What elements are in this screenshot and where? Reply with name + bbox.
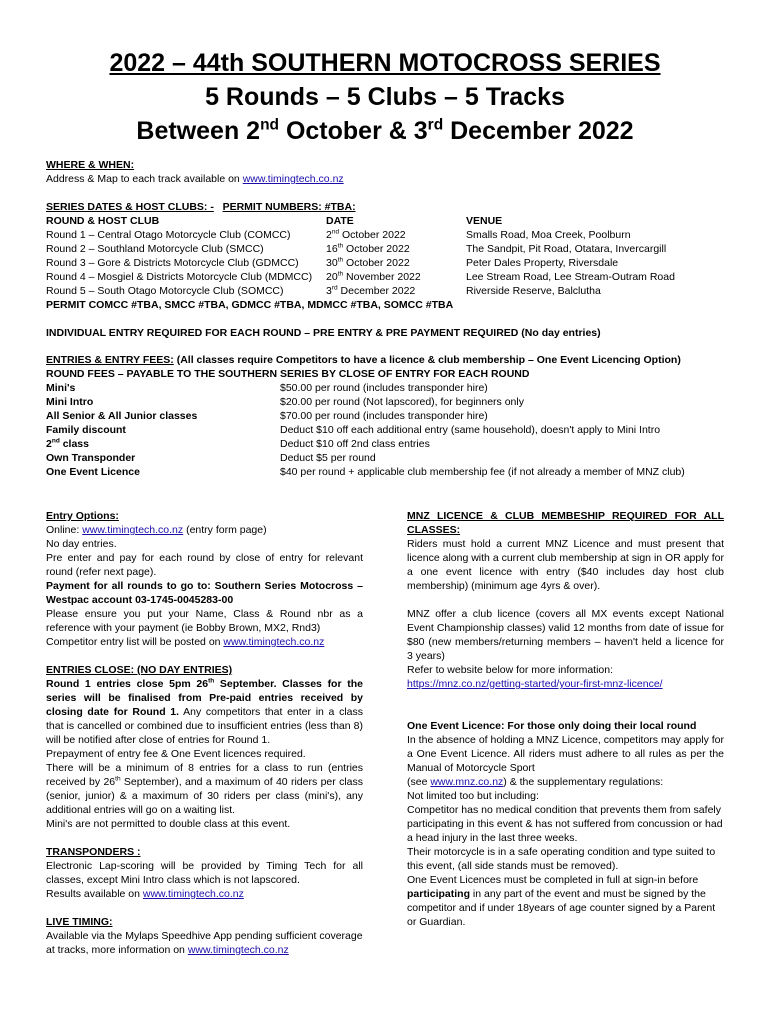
- fee-value: $20.00 per round (Not lapscored), for beginners only: [280, 396, 524, 408]
- fee-value: Deduct $5 per round: [280, 452, 376, 464]
- fees-subheading: ROUND FEES – PAYABLE TO THE SOUTHERN SERIES BY CLOSE OF ENTRY FOR EACH ROUND: [46, 368, 530, 380]
- mnz-link[interactable]: www.mnz.co.nz: [430, 776, 504, 788]
- series-dates-title: Between 2nd October & 3rd December 2022: [136, 116, 634, 145]
- round-date: 2nd October 2022: [326, 228, 406, 241]
- round-club: Round 5 – South Otago Motorcycle Club (SOMCC): [46, 285, 284, 297]
- entry-options-heading: Entry Options:: [46, 510, 119, 522]
- rounds-list: [46, 228, 736, 298]
- fee-value: $70.00 per round (includes transponder hire): [280, 410, 488, 422]
- online-entry: Online: www.timingtech.co.nz (entry form page): [46, 524, 267, 536]
- round-date: 20th November 2022: [326, 270, 421, 283]
- mnz-licence-link[interactable]: https://mnz.co.nz/getting-started/your-first-mnz-licence/: [407, 678, 663, 690]
- series-section: [46, 200, 736, 312]
- series-header-row: ROUND & HOST CLUB DATE VENUE: [46, 215, 503, 227]
- series-title: 2022 – 44th SOUTHERN MOTOCROSS SERIES: [109, 49, 661, 77]
- results-link[interactable]: www.timingtech.co.nz: [142, 888, 244, 900]
- round-venue: Peter Dales Property, Riversdale: [466, 257, 619, 269]
- minis-double-class: Mini's are not permitted to double class at this event.: [46, 818, 291, 830]
- one-event-licence-heading: One Event Licence: For those only doing their local round: [407, 720, 697, 732]
- where-text: Address & Map to each track available on www.timingtech.co.nz: [46, 173, 344, 185]
- fees-list: [46, 381, 736, 479]
- series-heading: SERIES DATES & HOST CLUBS: - PERMIT NUMBERS: #TBA:: [46, 201, 356, 213]
- fees-section: [46, 353, 736, 479]
- mnz-licence-text: Riders must hold a current MNZ Licence and must present that licence along with a current club membership at sign in OR apply for a one event licence with entry ($40 includes day host club membership) (minimum age 4yrs & over).: [407, 538, 724, 592]
- fee-label: Own Transponder: [46, 452, 136, 464]
- where-section: [46, 158, 344, 186]
- fee-value: Deduct $10 off 2nd class entries: [280, 438, 430, 450]
- round-club: Round 4 – Mosgiel & Districts Motorcycle Club (MDMCC): [46, 271, 313, 283]
- mnz-licence-heading: MNZ LICENCE & CLUB MEMBESHIP REQUIRED FOR ALL CLASSES:: [407, 510, 724, 536]
- entry-list: Competitor entry list will be posted on www.timingtech.co.nz: [46, 636, 325, 648]
- round-row: [46, 242, 736, 256]
- completion-requirement: One Event Licences must be completed in full at sign-in before participating in any part of the event and must be signed by the competitor and if under 18years of age counter signed by a Parent or Guardian.: [407, 874, 716, 928]
- round-venue: Smalls Road, Moa Creek, Poolburn: [466, 229, 631, 241]
- no-medical-condition: Competitor has no medical condition that prevents them from safely participating in this event & has not suffered from concussion or had a head injury in the last three weeks.: [407, 804, 723, 844]
- round-venue: Lee Stream Road, Lee Stream-Outram Road: [466, 271, 675, 283]
- payment-details: Payment for all rounds to go to: Southern Series Motocross – Westpac account 03-1745-0045283-00: [46, 580, 363, 606]
- right-column: [407, 509, 724, 929]
- live-timing-text: Available via the Mylaps Speedhive App pending sufficient coverage at tracks, more information on www.timingtech.co.nz: [46, 930, 363, 956]
- fee-label: Family discount: [46, 424, 126, 436]
- fee-row: [46, 395, 736, 409]
- fee-label: All Senior & All Junior classes: [46, 410, 198, 422]
- fee-value: $40 per round + applicable club membership fee (if not already a member of MNZ club): [280, 466, 685, 478]
- entry-list-link[interactable]: www.timingtech.co.nz: [223, 636, 325, 648]
- live-timing-link[interactable]: www.timingtech.co.nz: [187, 944, 289, 956]
- where-heading: WHERE & WHEN:: [46, 159, 135, 171]
- round-venue: Riverside Reserve, Balclutha: [466, 285, 601, 297]
- prepayment-text: Prepayment of entry fee & One Event licences required.: [46, 748, 306, 760]
- minimum-entries-text: There will be a minimum of 8 entries for a class to run (entries received by 26th September), and a maximum of 40 riders per class (senior, junior) & a maximum of 30 riders per class (mini's), any additional entries will go on a waiting list.: [46, 762, 364, 816]
- fee-row: [46, 381, 736, 395]
- round-row: [46, 270, 736, 284]
- round-club: Round 3 – Gore & Districts Motorcycle Club (GDMCC): [46, 257, 299, 269]
- fees-heading: ENTRIES & ENTRY FEES: (All classes require Competitors to have a licence & club membership – One Event Licencing Option): [46, 354, 681, 366]
- transponders-text: Electronic Lap-scoring will be provided by Timing Tech for all classes, except Mini Intro class which is not lapscored.: [46, 860, 363, 886]
- timingtech-link[interactable]: www.timingtech.co.nz: [242, 173, 344, 185]
- round-row: [46, 284, 736, 298]
- round-date: 3rd December 2022: [326, 284, 416, 297]
- fee-value: $50.00 per round (includes transponder hire): [280, 382, 488, 394]
- refer-website: Refer to website below for more information:: [407, 664, 614, 676]
- fee-row: [46, 451, 736, 465]
- payment-reference: Please ensure you put your Name, Class & Round nbr as a reference with your payment (ie Bobby Brown, MX2, Rnd3): [46, 608, 363, 634]
- round-club: Round 2 – Southland Motorcycle Club (SMCC): [46, 243, 264, 255]
- no-day-entries: No day entries.: [46, 538, 117, 550]
- round-club: Round 1 – Central Otago Motorcycle Club (COMCC): [46, 229, 291, 241]
- round-venue: The Sandpit, Pit Road, Otatara, Invercargill: [466, 243, 667, 255]
- left-column: [46, 509, 363, 957]
- individual-entry-note: INDIVIDUAL ENTRY REQUIRED FOR EACH ROUND – PRE ENTRY & PRE PAYMENT REQUIRED (No day entries): [46, 327, 601, 339]
- fee-label: Mini's: [46, 382, 76, 394]
- fee-label: 2nd class: [46, 437, 89, 450]
- transponders-heading: TRANSPONDERS :: [46, 846, 141, 858]
- see-mnz: (see www.mnz.co.nz) & the supplementary regulations:: [407, 776, 664, 788]
- mnz-club-licence-offer: MNZ offer a club licence (covers all MX events except National Event Championship classes) valid 12 months from date of issue for $80 (new members/returning members – haven't held a licence for 3 years): [407, 608, 724, 662]
- round-row: [46, 228, 736, 242]
- fee-row: [46, 409, 736, 423]
- not-limited-text: Not limited too but including:: [407, 790, 539, 802]
- motorcycle-condition: Their motorcycle is in a safe operating condition and type suited to this event, (all side stands must be removed).: [407, 846, 716, 872]
- fee-label: Mini Intro: [46, 396, 94, 408]
- online-entry-link[interactable]: www.timingtech.co.nz: [82, 524, 184, 536]
- fee-row: [46, 465, 736, 479]
- entries-close-text: Round 1 entries close 5pm 26th September. Classes for the series will be finalised from Pre-paid entries received by closing date for Round 1. Any competitors that enter in a class that is cancelled or combined due to insufficient entries (less than 8) will be notified after close of entries for Round 1.: [46, 677, 363, 746]
- entries-close-heading: ENTRIES CLOSE: (NO DAY ENTRIES): [46, 664, 233, 676]
- fee-value: Deduct $10 off each additional entry (same household), doesn't apply to Mini Intro: [280, 424, 661, 436]
- permit-line: PERMIT COMCC #TBA, SMCC #TBA, GDMCC #TBA, MDMCC #TBA, SOMCC #TBA: [46, 299, 454, 311]
- series-subtitle: 5 Rounds – 5 Clubs – 5 Tracks: [205, 83, 565, 111]
- fee-label: One Event Licence: [46, 466, 140, 478]
- pre-enter-text: Pre enter and pay for each round by close of entry for relevant round (refer next page).: [46, 552, 363, 578]
- fee-row: [46, 423, 736, 437]
- round-date: 16th October 2022: [326, 242, 410, 255]
- one-event-licence-text: In the absence of holding a MNZ Licence, competitors may apply for a One Event Licence. All riders must adhere to all rules as per the Manual of Motorcycle Sport: [407, 734, 724, 774]
- results-text: Results available on www.timingtech.co.nz: [46, 888, 244, 900]
- fee-row: [46, 437, 736, 451]
- live-timing-heading: LIVE TIMING:: [46, 916, 113, 928]
- round-row: [46, 256, 736, 270]
- round-date: 30th October 2022: [326, 256, 410, 269]
